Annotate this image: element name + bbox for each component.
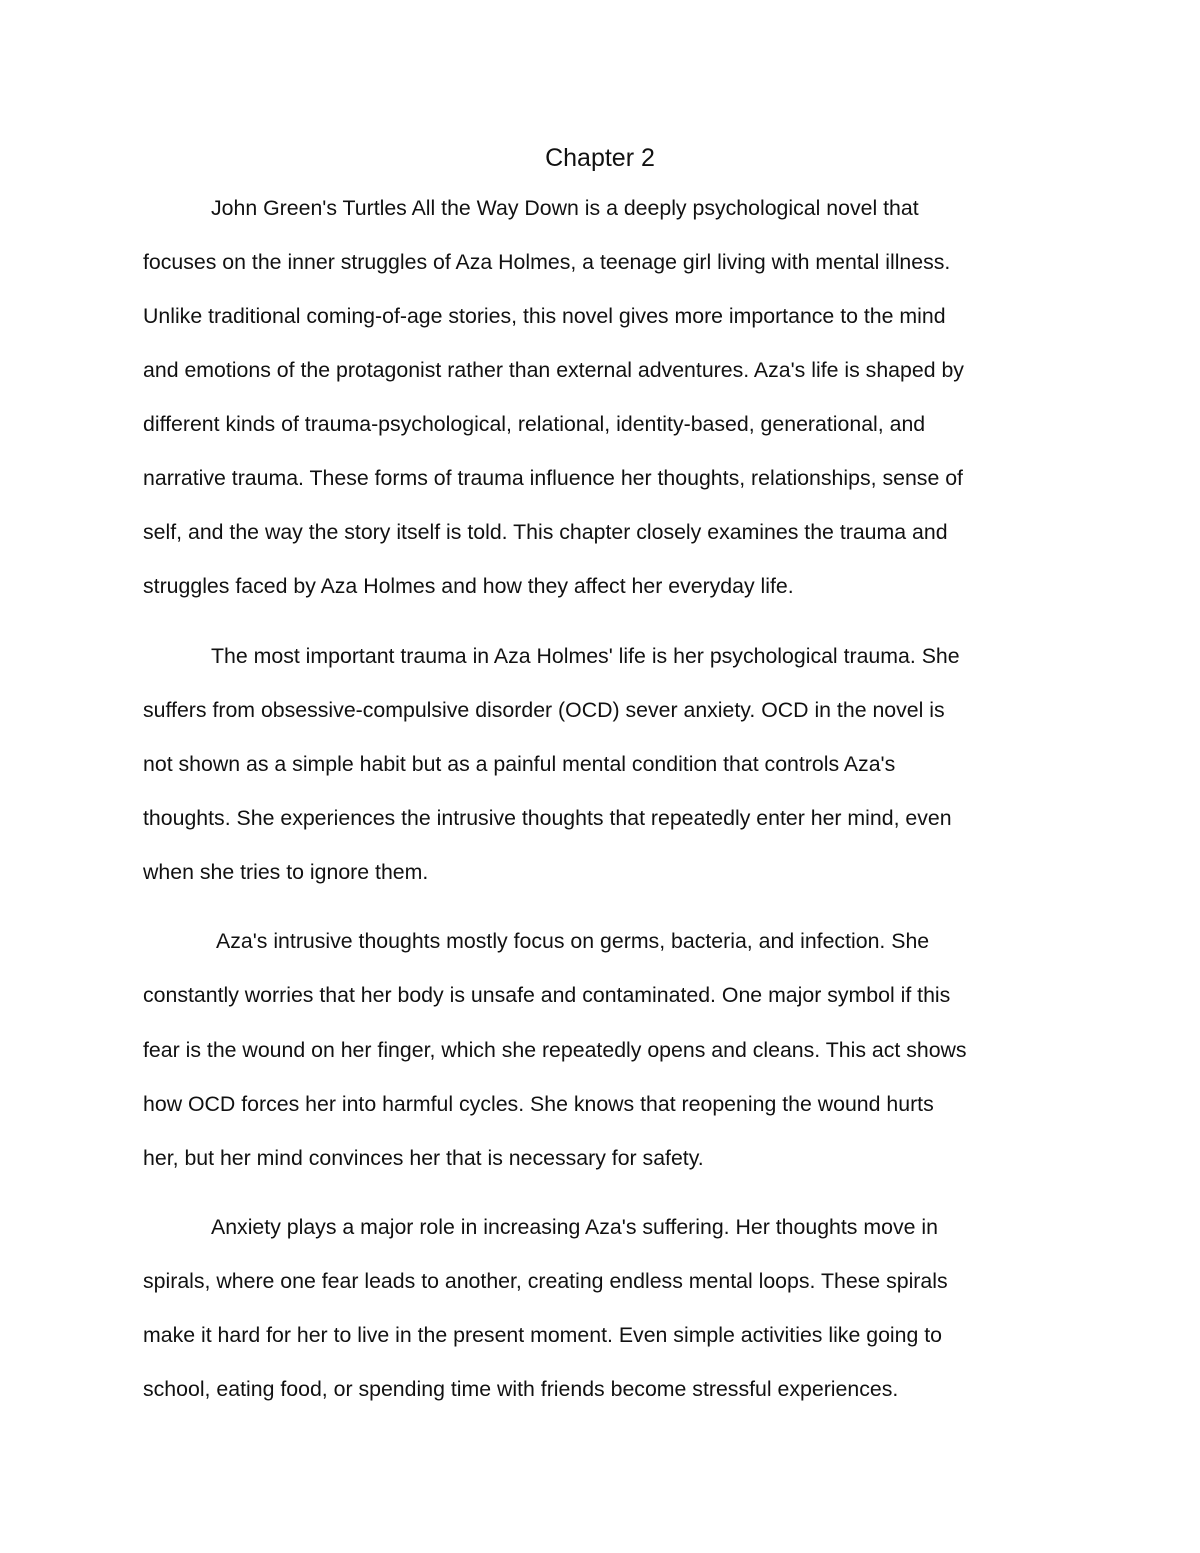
paragraph-line: and emotions of the protagonist rather than external adventures. Aza's life is shaped by [143, 358, 964, 382]
paragraph-line: suffers from obsessive-compulsive disorder (OCD) sever anxiety. OCD in the novel is [143, 698, 945, 722]
paragraph-line: school, eating food, or spending time with friends become stressful experiences. [143, 1377, 899, 1401]
paragraph-line: The most important trauma in Aza Holmes' life is her psychological trauma. She [211, 644, 960, 668]
paragraph-line: how OCD forces her into harmful cycles. She knows that reopening the wound hurts [143, 1092, 934, 1116]
paragraph-line: narrative trauma. These forms of trauma influence her thoughts, relationships, sense of [143, 466, 963, 490]
paragraph-line: make it hard for her to live in the present moment. Even simple activities like going to [143, 1323, 943, 1347]
chapter-title: Chapter 2 [545, 144, 655, 172]
paragraph-line: Unlike traditional coming-of-age stories, this novel gives more importance to the mind [143, 304, 946, 328]
paragraph-line: her, but her mind convinces her that is necessary for safety. [143, 1146, 704, 1170]
paragraph-line: focuses on the inner struggles of Aza Holmes, a teenage girl living with mental illness. [143, 250, 951, 274]
paragraph-line: Aza's intrusive thoughts mostly focus on germs, bacteria, and infection. She [216, 929, 930, 953]
paragraph-line: constantly worries that her body is unsafe and contaminated. One major symbol if this [143, 983, 951, 1007]
paragraph-line: fear is the wound on her finger, which she repeatedly opens and cleans. This act shows [143, 1038, 967, 1062]
paragraph-line: thoughts. She experiences the intrusive thoughts that repeatedly enter her mind, even [143, 806, 952, 830]
paragraph-line: self, and the way the story itself is told. This chapter closely examines the trauma and [143, 520, 948, 544]
paragraph-line: when she tries to ignore them. [143, 860, 429, 884]
paragraph-line: spirals, where one fear leads to another, creating endless mental loops. These spirals [143, 1269, 948, 1293]
paragraph-line: struggles faced by Aza Holmes and how they affect her everyday life. [143, 574, 794, 598]
paragraph-line: John Green's Turtles All the Way Down is a deeply psychological novel that [211, 196, 919, 220]
paragraph-line: Anxiety plays a major role in increasing Aza's suffering. Her thoughts move in [211, 1215, 938, 1239]
paragraph-line: not shown as a simple habit but as a painful mental condition that controls Aza's [143, 752, 896, 776]
paragraph-line: different kinds of trauma-psychological, relational, identity-based, generational, and [143, 412, 926, 436]
